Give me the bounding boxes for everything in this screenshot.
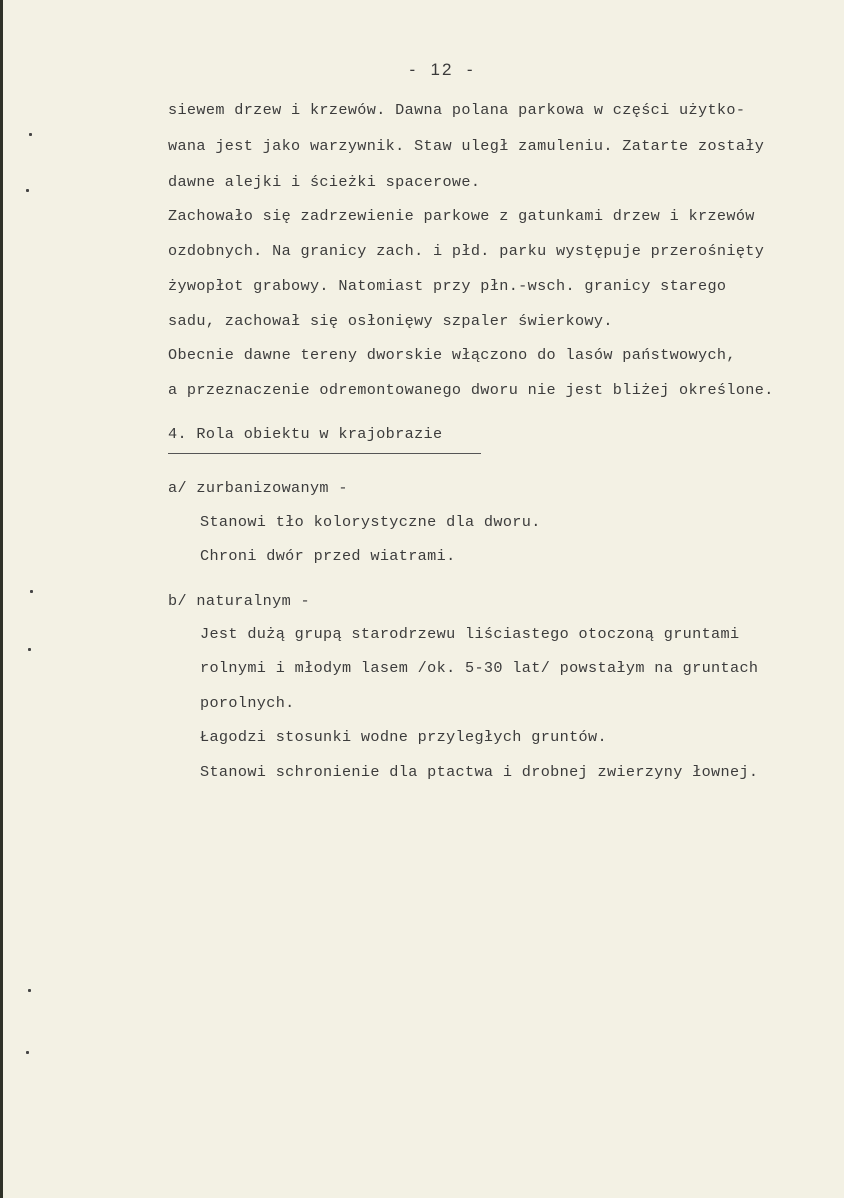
text-line: dawne alejki i ścieżki spacerowe. [168,173,481,191]
subsection-label-b: b/ naturalnym - [168,592,310,610]
subsection-b-item: Łagodzi stosunki wodne przyległych gruntów. [200,728,607,746]
subsection-b-item: rolnymi i młodym lasem /ok. 5-30 lat/ powstałym na gruntach [200,659,759,677]
heading-underline [168,453,481,455]
margin-mark [26,1051,29,1054]
subsection-a-item: Stanowi tło kolorystyczne dla dworu. [200,513,541,531]
text-line: sadu, zachował się osłonięwy szpaler świerkowy. [168,312,613,330]
text-line: Zachowało się zadrzewienie parkowe z gatunkami drzew i krzewów [168,207,755,225]
margin-mark [28,989,31,992]
text-line: siewem drzew i krzewów. Dawna polana parkowa w części użytko- [168,101,746,119]
section-heading: 4. Rola obiektu w krajobrazie [168,425,443,443]
subsection-a-item: Chroni dwór przed wiatrami. [200,547,456,565]
subsection-b-item: Jest dużą grupą starodrzewu liściastego otoczoną gruntami [200,625,740,643]
text-line: wana jest jako warzywnik. Staw uległ zamuleniu. Zatarte zostały [168,137,765,155]
margin-mark [28,648,31,651]
margin-mark [29,133,32,136]
text-line: żywopłot grabowy. Natomiast przy płn.-wsch. granicy starego [168,277,727,295]
text-line: Obecnie dawne tereny dworskie włączono do lasów państwowych, [168,346,736,364]
margin-mark [30,590,33,593]
scan-left-edge [0,0,3,1198]
margin-mark [26,189,29,192]
subsection-b-item: porolnych. [200,694,295,712]
text-line: ozdobnych. Na granicy zach. i płd. parku występuje przerośnięty [168,242,765,260]
text-line: a przeznaczenie odremontowanego dworu nie jest bliżej określone. [168,381,774,399]
page-number: - 12 - [409,60,475,79]
subsection-b-item: Stanowi schronienie dla ptactwa i drobnej zwierzyny łownej. [200,763,759,781]
subsection-label-a: a/ zurbanizowanym - [168,479,348,497]
